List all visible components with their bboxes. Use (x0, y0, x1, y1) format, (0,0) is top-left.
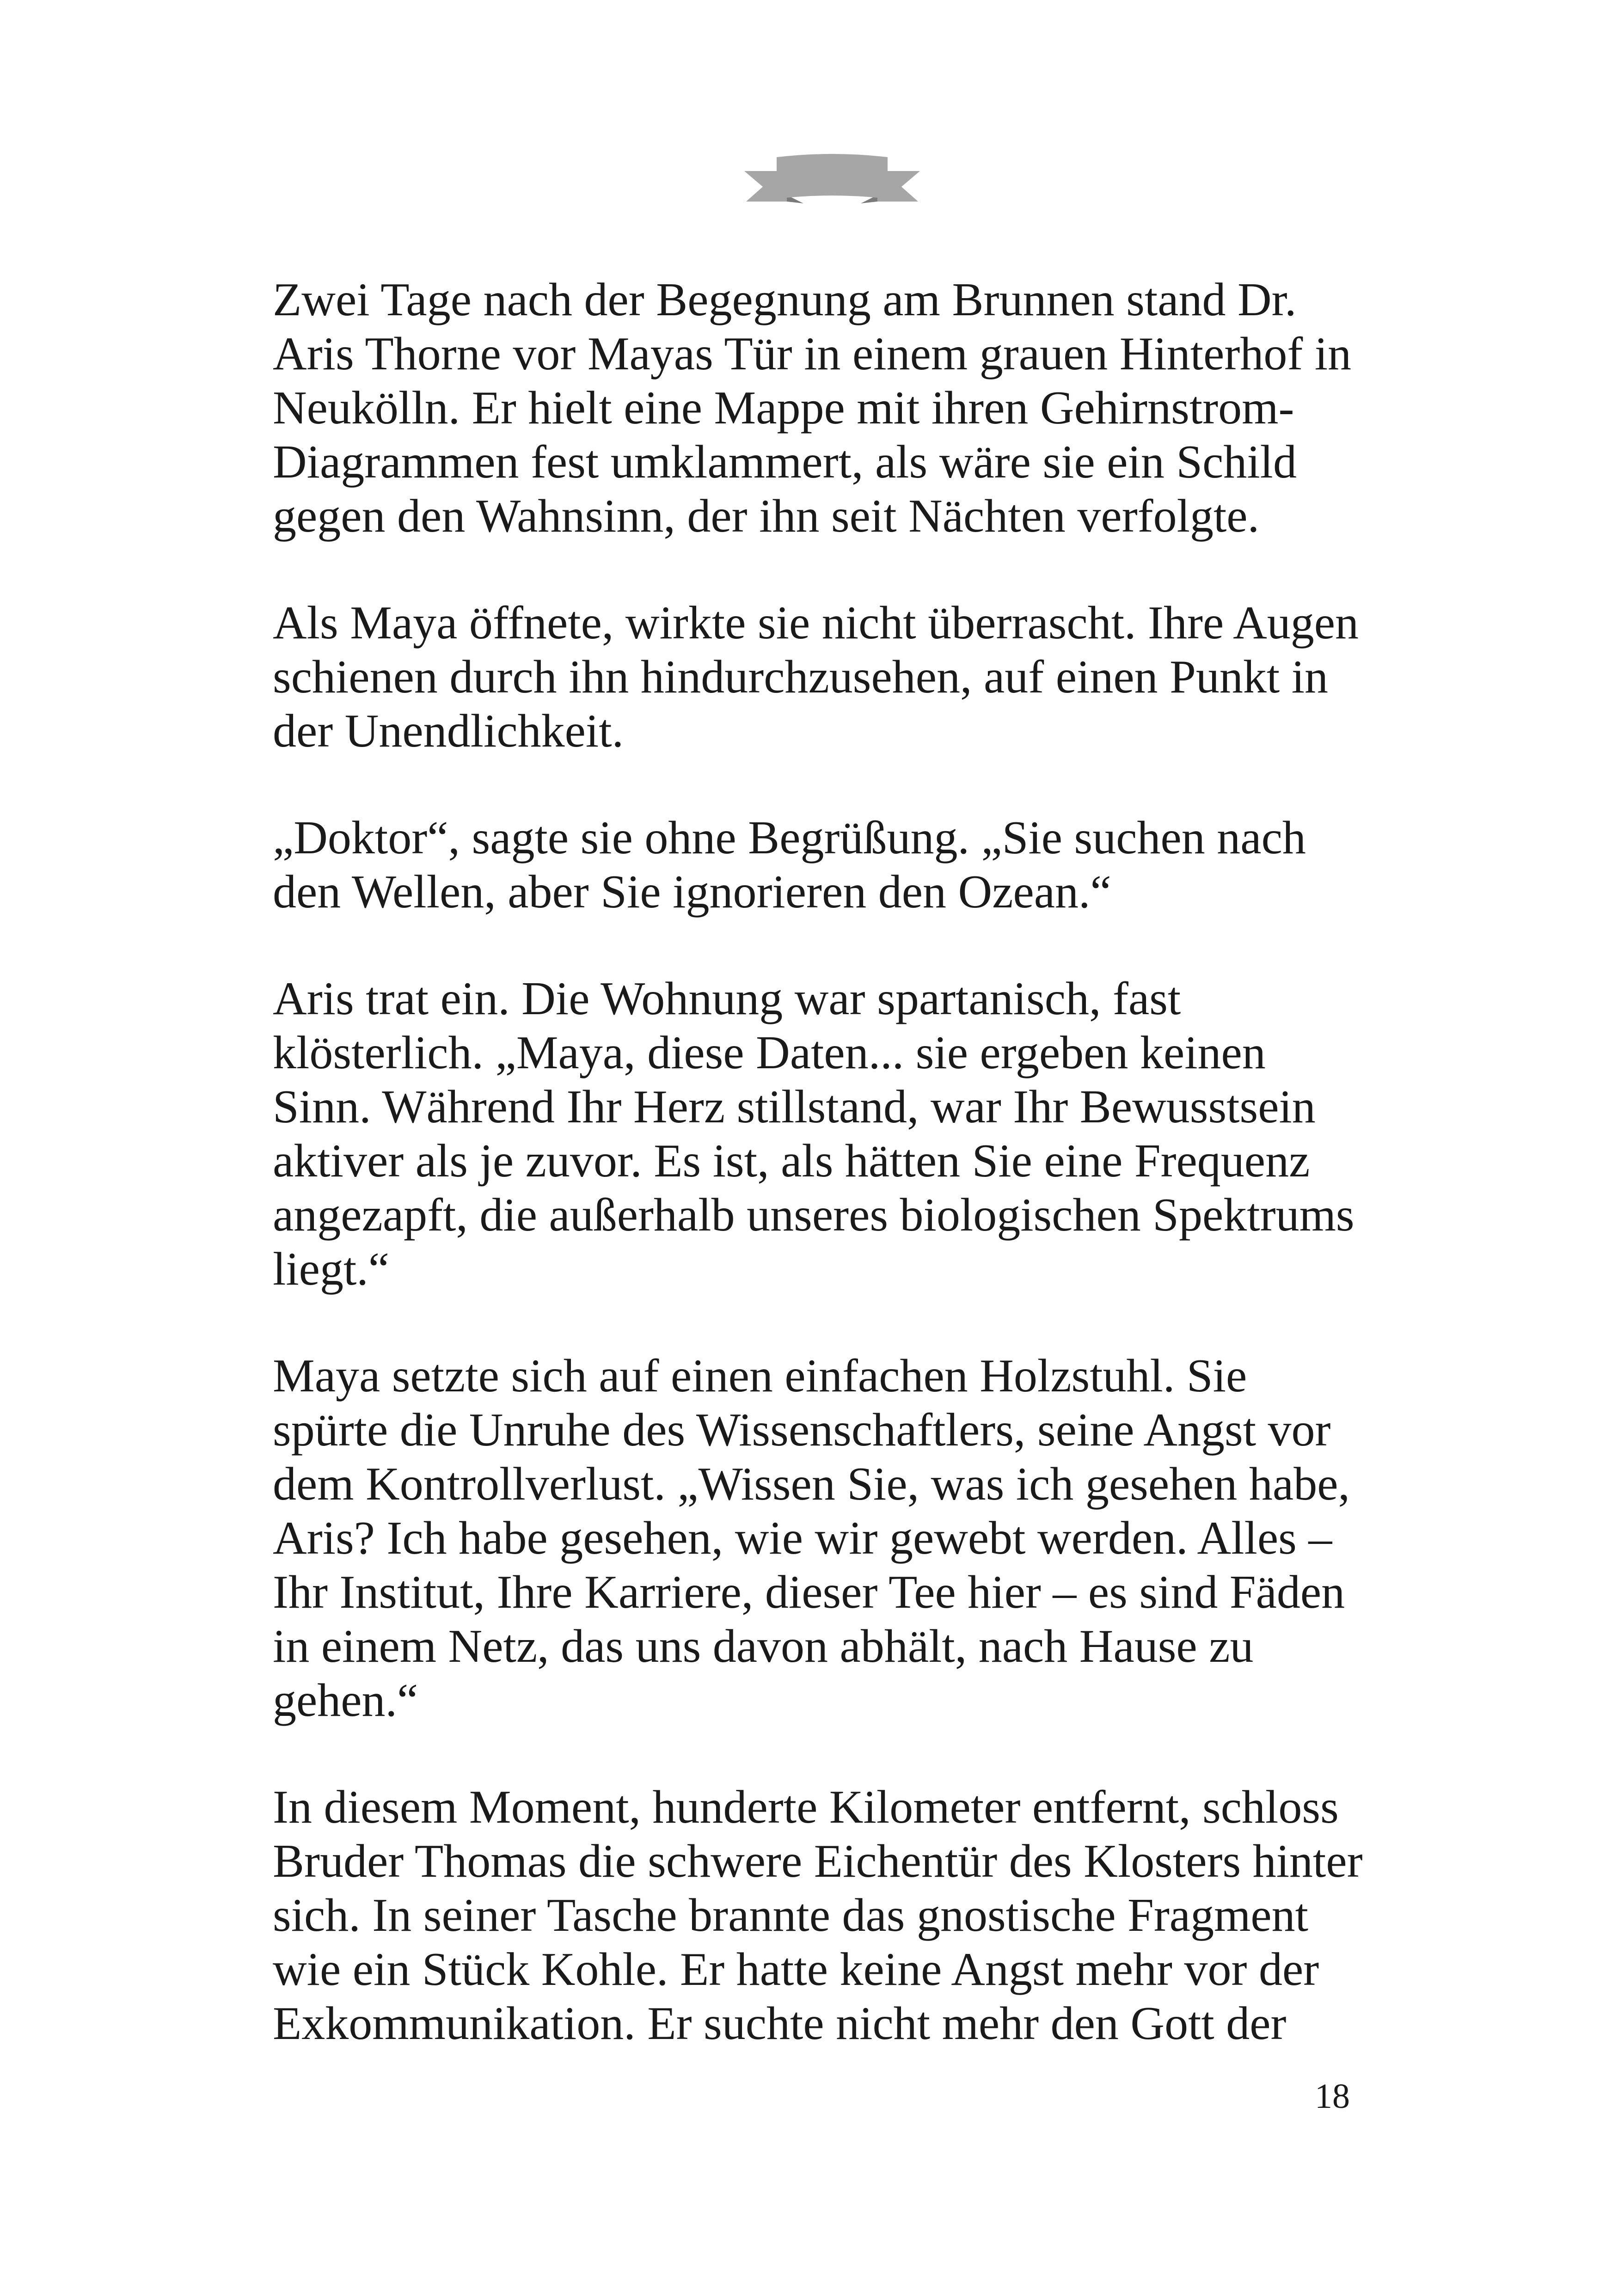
paragraph: Maya setzte sich auf einen einfachen Holzstuhl. Sie spürte die Unruhe des Wissenschaftlers, seine Angst vor dem Kontrollverlust. „Wissen Sie, was ich gesehen habe, Aris? Ich habe gesehen, wie wir gewebt werden. Alles – Ihr Institut, Ihre Karriere, dieser Tee hier – es sind Fäden in einem Netz, das uns davon abhält, nach Hause zu gehen.“ (273, 1350, 1350, 1727)
paragraph: Als Maya öffnete, wirkte sie nicht überrascht. Ihre Augen schienen durch ihn hindurchzusehen, auf einen Punkt in der Unendlichkeit. (273, 597, 1359, 757)
paragraph: Aris trat ein. Die Wohnung war spartanisch, fast klösterlich. „Maya, diese Daten... sie ergeben keinen Sinn. Während Ihr Herz stillstand, war Ihr Bewusstsein aktiver als je zuvor. Es ist, als hätten Sie eine Frequenz angezapft, die außerhalb unseres biologischen Spektrums liegt.“ (273, 973, 1354, 1295)
paragraph: Zwei Tage nach der Begegnung am Brunnen stand Dr. Aris Thorne vor Mayas Tür in einem grauen Hinterhof in Neukölln. Er hielt eine Mappe mit ihren Gehirnstrom- Diagrammen fest umklammert, als wäre sie ein Schild gegen den Wahnsinn, der ihn seit Nächten verfolgte. (273, 274, 1352, 542)
body-text (273, 273, 1373, 2103)
paragraph: In diesem Moment, hunderte Kilometer entfernt, schloss Bruder Thomas die schwere Eichentür des Klosters hinter sich. In seiner Tasche brannte das gnostische Fragment wie ein Stück Kohle. Er hatte keine Angst mehr vor der Exkommunikation. Er suchte nicht mehr den Gott der (273, 1781, 1363, 2050)
paragraph: „Doktor“, sagte sie ohne Begrüßung. „Sie suchen nach den Wellen, aber Sie ignorieren den Ozean.“ (273, 812, 1306, 918)
page-number: 18 (1315, 2077, 1350, 2116)
banner-ribbon-icon (744, 147, 920, 212)
